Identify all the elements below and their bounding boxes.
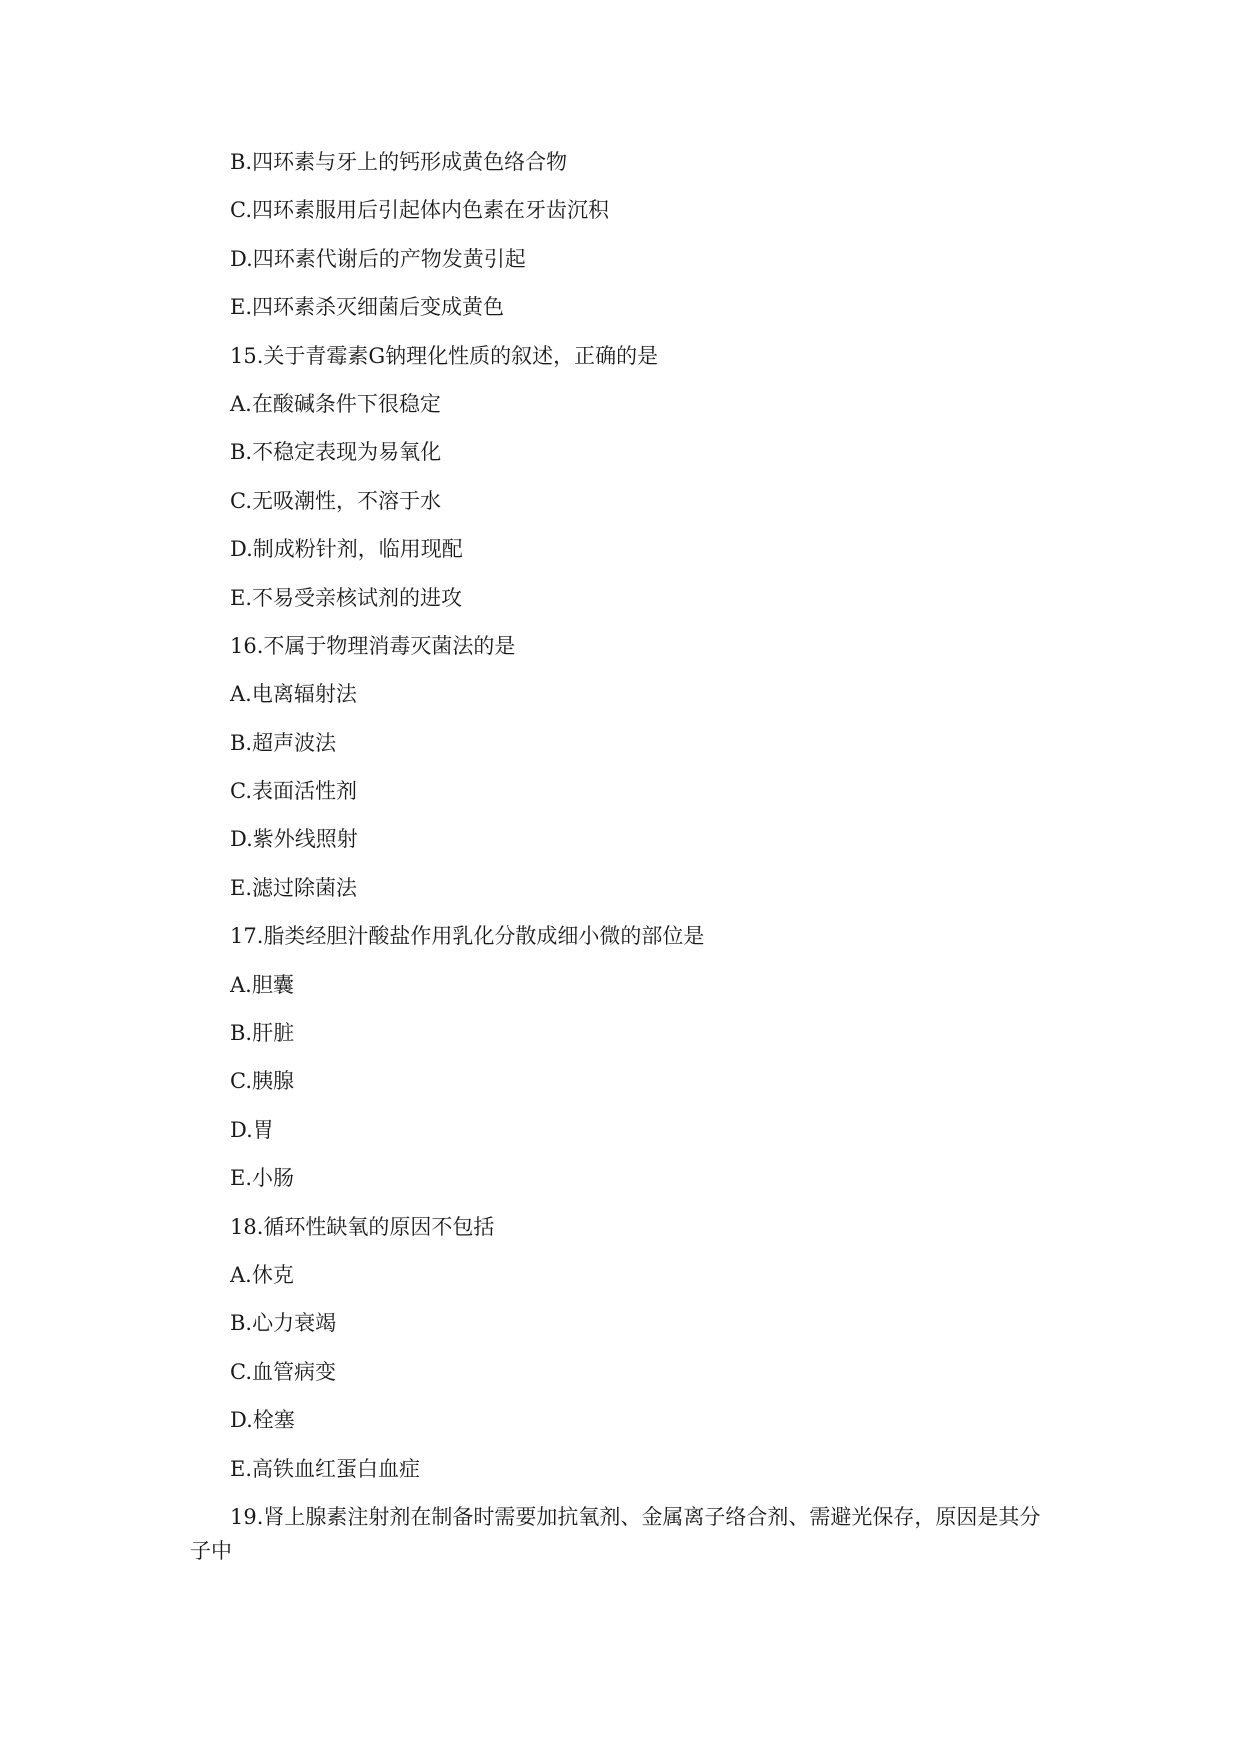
option-14-c: C.四环素服用后引起体内色素在牙齿沉积: [230, 198, 609, 223]
option-18-a: A.休克: [230, 1262, 294, 1287]
option-16-e: E.滤过除菌法: [230, 875, 358, 900]
option-16-c: C.表面活性剂: [230, 779, 357, 804]
option-16-d: D.紫外线照射: [230, 827, 358, 852]
option-16-a: A.电离辐射法: [230, 682, 357, 707]
option-18-b: B.心力衰竭: [230, 1311, 337, 1336]
option-14-d: D.四环素代谢后的产物发黄引起: [230, 246, 526, 271]
option-14-e: E.四环素杀灭细菌后变成黄色: [230, 295, 505, 320]
option-17-e: E.小肠: [230, 1166, 295, 1191]
option-18-c: C.血管病变: [230, 1359, 336, 1384]
option-18-d: D.栓塞: [230, 1408, 295, 1433]
question-15: 15.关于青霉素G钠理化性质的叙述，正确的是: [230, 343, 659, 368]
option-15-a: A.在酸碱条件下很稳定: [230, 391, 441, 416]
question-19: 19.肾上腺素注射剂在制备时需要加抗氧剂、金属离子络合剂、需避光保存，原因是其分子中: [190, 1504, 1041, 1563]
question-16: 16.不属于物理消毒灭菌法的是: [230, 633, 516, 658]
option-15-d: D.制成粉针剂，临用现配: [230, 537, 463, 562]
question-17: 17.脂类经胆汁酸盐作用乳化分散成细小微的部位是: [230, 924, 705, 949]
option-15-b: B.不稳定表现为易氧化: [230, 440, 442, 465]
option-18-e: E.高铁血红蛋白血症: [230, 1456, 421, 1481]
question-list: [0, 145, 1241, 1568]
question-18: 18.循环性缺氧的原因不包括: [230, 1214, 495, 1239]
option-15-c: C.无吸潮性，不溶于水: [230, 488, 441, 513]
option-17-c: C.胰腺: [230, 1069, 294, 1094]
option-15-e: E.不易受亲核试剂的进攻: [230, 585, 463, 610]
option-14-b: B.四环素与牙上的钙形成黄色络合物: [230, 150, 568, 174]
option-17-d: D.胃: [230, 1117, 274, 1142]
option-16-b: B.超声波法: [230, 730, 337, 755]
option-17-b: B.肝脏: [230, 1021, 295, 1046]
option-17-a: A.胆囊: [230, 972, 294, 997]
